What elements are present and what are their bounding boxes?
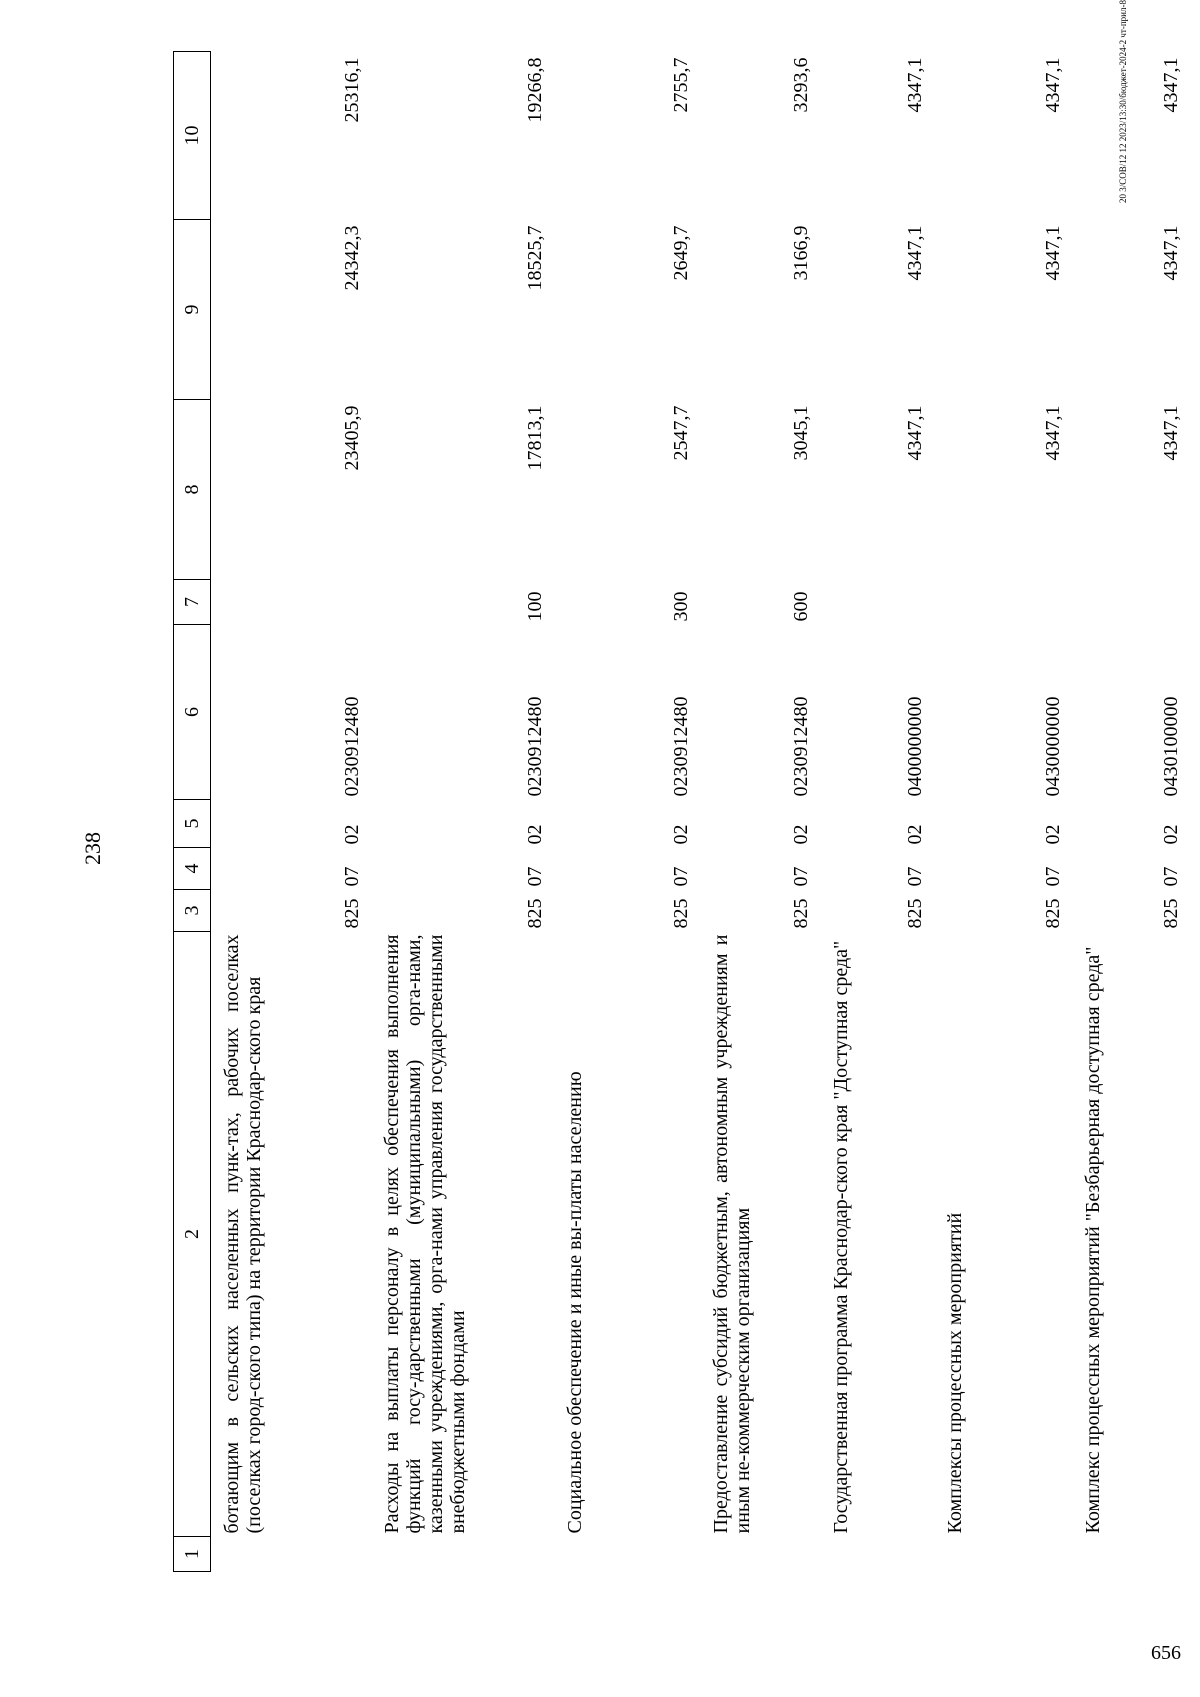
row-description: Социальное обеспечение и иные вы-платы населению [564,1071,586,1534]
cell-c9: 4347,1 [1160,225,1182,281]
cell-c5: 02 [341,824,363,845]
cell-c9: 24342,3 [341,225,363,291]
cell-c7: 600 [790,591,812,622]
cell-c6: 0430100000 [1160,696,1182,797]
cell-c10: 25316,1 [341,57,363,123]
column-header: 3 [174,890,211,932]
cell-c3: 825 [524,898,546,929]
cell-c10: 4347,1 [1160,57,1182,113]
cell-c4: 07 [790,866,812,887]
cell-c6: 0230912480 [790,696,812,797]
document-stamp: 20 3/СОВ/12 12 2023/13:30/бюджет-2024-2 чт-прил-8 [1118,0,1128,204]
cell-c6: 0230912480 [670,696,692,797]
cell-c7: 300 [670,591,692,622]
table-row [934,52,1072,1572]
row-description: Государственная программа Краснодар-ского края "Доступная среда" [830,940,852,1534]
cell-c8: 4347,1 [1042,405,1064,461]
cell-c6: 0430000000 [1042,696,1064,797]
cell-c4: 07 [1042,866,1064,887]
cell-c7: 100 [524,591,546,622]
table-row [700,52,820,1572]
column-header: 7 [174,580,211,625]
cell-c8: 17813,1 [524,405,546,471]
row-description: Расходы на выплаты персоналу в целях обеспечения выполнения функций госу-дарственными (муниципальными) орга-нами, казенными учреждениями, орга-нами управления государственными внебюджетными фондами [381,934,469,1534]
cell-c6: 0230912480 [341,696,363,797]
column-header: 1 [174,1537,211,1572]
cell-c7 [1072,580,1190,625]
cell-c10: 19266,8 [524,57,546,123]
column-header: 4 [174,848,211,890]
column-header: 5 [174,800,211,848]
cell-c10: 3293,6 [790,57,812,113]
cell-c9: 2649,7 [670,225,692,281]
header-row [174,52,211,1572]
table-row [1072,52,1190,1572]
cell-c9: 18525,7 [524,225,546,291]
cell-c8: 3045,1 [790,405,812,461]
cell-c5: 02 [904,824,926,845]
row-description: Комплекс процессных мероприятий "Безбарьерная доступная среда" [1082,946,1104,1534]
cell-c3: 825 [1042,898,1064,929]
cell-c9: 4347,1 [1042,225,1064,281]
cell-c5: 02 [524,824,546,845]
row-description: ботающим в сельских населенных пунк-тах, рабочих поселках (поселках город-ского типа) на территории Краснодар-ского края [221,934,265,1534]
cell-c6: 0230912480 [524,696,546,797]
cell-c4: 07 [524,866,546,887]
cell-c6: 0400000000 [904,696,926,797]
column-header: 2 [174,932,211,1537]
column-header: 9 [174,220,211,400]
cell-c3: 825 [670,898,692,929]
cell-c5: 02 [670,824,692,845]
cell-c10: 4347,1 [1042,57,1064,113]
column-header: 10 [174,52,211,220]
cell-c10: 2755,7 [670,57,692,113]
cell-c8: 4347,1 [904,405,926,461]
table-row [211,52,372,1572]
cell-c9: 4347,1 [904,225,926,281]
cell-c7 [211,580,372,625]
cell-c3: 825 [1160,898,1182,929]
cell-c5: 02 [790,824,812,845]
cell-c8: 4347,1 [1160,405,1182,461]
cell-c9: 3166,9 [790,225,812,281]
cell-c8: 2547,7 [670,405,692,461]
cell-c3: 825 [341,898,363,929]
page-number: 238 [80,832,105,865]
cell-c3: 825 [904,898,926,929]
budget-table [173,51,1190,1572]
cell-c7 [934,580,1072,625]
row-description: Комплексы процессных мероприятий [944,1212,966,1534]
cell-c7 [820,580,934,625]
cell-c5: 02 [1042,824,1064,845]
table-row [820,52,934,1572]
column-header: 6 [174,625,211,800]
cell-c4: 07 [904,866,926,887]
table-row [554,52,700,1572]
cell-c10: 4347,1 [904,57,926,113]
sheet-number: 656 [1151,1642,1181,1664]
cell-c4: 07 [341,866,363,887]
cell-c5: 02 [1160,824,1182,845]
cell-c4: 07 [1160,866,1182,887]
row-description: Предоставление субсидий бюджетным, автономным учреждениям и иным не-коммерческим организациям [710,934,754,1534]
cell-c4: 07 [670,866,692,887]
table-row [371,52,554,1572]
cell-c8: 23405,9 [341,405,363,471]
column-header: 8 [174,400,211,580]
cell-c3: 825 [790,898,812,929]
